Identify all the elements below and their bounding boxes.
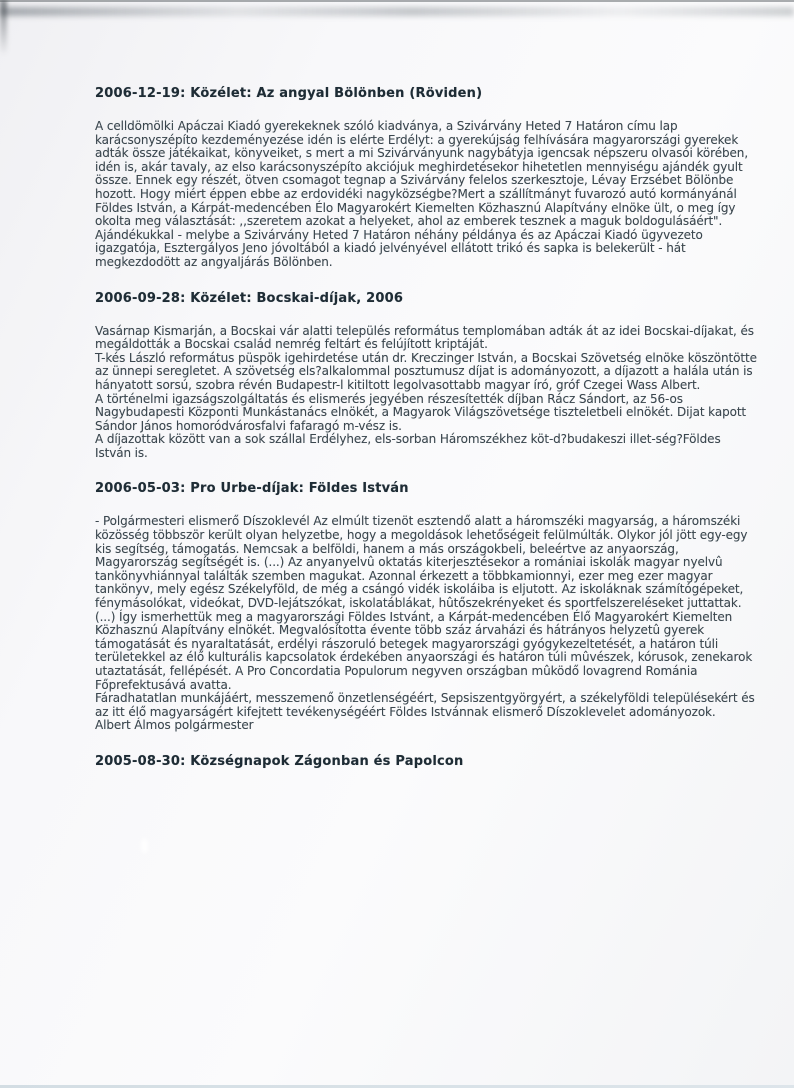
article-az-angyal-bolonben (95, 86, 760, 270)
article-paragraph: T-kés László református püspök igehirdetése után dr. Kreczinger István, a Bocskai Szövetség elnöke köszöntötte az ünnepi seregletet. A szövetség els?alkalommal posztumusz díjat is adományozott, a díjazott a halála után is hányatott sorsú, szobra révén Budapestr-l kitiltott legolvasottabb magyar író, gróf Czegei Wass Albert. (95, 350, 757, 392)
article-bocskai-dijak (95, 291, 760, 461)
article-paragraph: Fáradhatatlan munkájáért, messzemenő önzetlenségéért, Sepsiszentgyörgyért, a székelyföldi településekért és az itt élő magyarságért kifejtett tevékenységéért Földes Istvánnak elismerő Díszoklevelet adományozok. (95, 691, 755, 719)
article-paragraph: - Polgármesteri elismerő Díszoklevél Az elmúlt tizenöt esztendő alatt a háromszéki magyarság, a háromszéki közösség többször került olyan helyzetbe, hogy a megoldások lehetőségeit felülmúlták. Olykor jól jött egy-egy kis segítség, támogatás. Nemcsak a belföldi, hanem a más országokbeli, beleértve az anyaország, Magyarország segítségét is. (...) Az anyanyelvû oktatás kiterjesztésekor a romániai iskolák magyar nyelvû tankönyvhiánnyal találták szemben magukat. Azonnal érkezett a többkamionnyi, ezer meg ezer magyar tankönyv, mely egész Székelyföld, de még a csángó vidék iskoláiba is eljutott. Az iskoláknak számítógépeket, fénymásolókat, videókat, DVD-lejátszókat, iskolatáblákat, hûtőszekrényeket és sportfelszereléseket juttattak. (...) Így ismerhettük meg a magyarországi Földes Istvánt, a Kárpát-medencében Élő Magyarokért Kiemelten Közhasznú Alapítvány elnökét. Megvalósította évente több száz árvaházi és hátrányos helyzetû gyerek támogatását és nyaraltatását, erdélyi rászoruló betegek magyarországi gyógykezeltetését, a határon túli területekkel az élő kulturális kapcsolatok érdekében anyaországi és határon túli mûvészek, kórusok, zenekarok utaztatását, fellépését. A Pro Concordatia Populorum negyven országban mûködő lovagrend Románia Főprefektusává avatta. (95, 514, 753, 692)
article-paragraph: Albert Álmos polgármester (95, 718, 254, 733)
article-heading: 2006-05-03: Pro Urbe-díjak: Földes István (95, 481, 409, 497)
article-paragraph: A díjazottak között van a sok szállal Erdélyhez, els-sorban Háromszékhez köt-d?budakeszi illet-ség?Földes István is. (95, 432, 721, 460)
article-paragraph: A celldömölki Apáczai Kiadó gyerekeknek szóló kiadványa, a Szivárvány Heted 7 Határon címu lap karácsonyszépíto kezdeményezése idén is elérte Erdélyt: a gyerekújság felhívására magyarországi gyerekek adták össze játékaikat, könyveiket, s mert a mi Szivárványunk nagybátyja igencsak népszeru olvasói körében, idén is, akár tavaly, az elso karácsonyszépíto akciójuk meghirdetésekor hihetetlen mennyiségu ajándék gyult össze. Ennek egy részét, ötven csomagot tegnap a Szivárvány felelos szerkesztoje, Lévay Erzsébet Bölönbe hozott. Hogy miért éppen ebbe az erdovidéki nagyközségbe?Mert a szállítmányt fuvarozó autó kormányánál Földes István, a Kárpát-medencében Élo Magyarokért Kiemelten Közhasznú Alapítvány elnöke ült, o meg így okolta meg választását: ,,szeretem azokat a helyeket, ahol az emberek tesznek a maguk boldogulásáért". Ajándékukkal - melybe a Szivárvány Heted 7 Határon néhány példánya és az Apáczai Kiadó ügyvezeto igazgatója, Esztergályos Jeno jóvoltából a kiadó jelvényével ellátott trikó és sapka is belekerült - hát megkezdodött az angyaljárás Bölönben. (95, 119, 749, 269)
article-paragraph: Vasárnap Kismarján, a Bocskai vár alatti település református templomában adták át az idei Bocskai-díjakat, és megáldották a Bocskai család nemrég feltárt és felújított kriptáját. (95, 323, 754, 352)
article-heading: 2006-09-28: Közélet: Bocskai-díjak, 2006 (95, 290, 404, 306)
article-paragraph: A történelmi igazságszolgáltatás és elismerés jegyében részesítették díjban Rácz Sándort, az 56-os Nagybudapesti Központi Munkástanács elnökét, a Magyarok Világszövetsége tiszteletbeli elnökét. Dijat kapott Sándor János homoródvárosfalvi fafaragó m-vész is. (95, 391, 747, 433)
article-heading: 2006-12-19: Közélet: Az angyal Bölönben (Röviden) (95, 86, 483, 101)
article-kozsegnapok (95, 754, 760, 769)
scan-artifact (141, 838, 148, 854)
article-heading: 2005-08-30: Községnapok Zágonban és Papolcon (95, 753, 464, 769)
article-pro-urbe-dijak (95, 481, 760, 733)
